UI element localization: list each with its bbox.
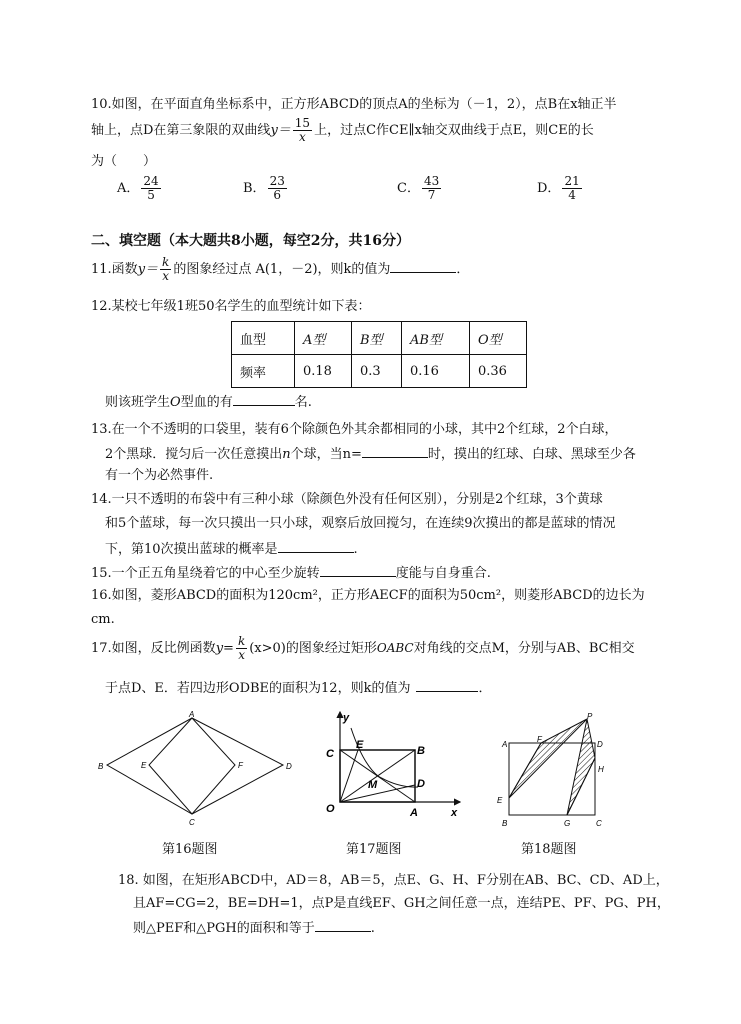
label-c: C	[596, 819, 602, 828]
q10-option-d	[537, 175, 584, 202]
q10-option-b	[243, 175, 289, 202]
frac-den: 6	[273, 188, 282, 202]
frac-num: 23	[269, 174, 285, 188]
q10-fraction	[293, 117, 312, 144]
q16-line2: cm.	[91, 612, 115, 627]
frac-num: 21	[564, 174, 580, 188]
q18-line1: 18. 如图，在矩形ABCD中，AD＝8，AB＝5，点E、G、H、F分别在AB、BC、CD、AD上，	[118, 873, 669, 888]
caption-fig17: 第17题图	[346, 842, 402, 857]
q14-line1: 14.一只不透明的布袋中有三种小球（除颜色外没有任何区别），分别是2个红球，3个黄球	[91, 492, 603, 507]
q10-line2-text-b: 上，过点C作CE∥x轴交双曲线于点E，则CE的长	[314, 123, 594, 138]
q17-b: (x>0)的图象经过矩形	[249, 641, 377, 656]
q12-intro: 12.某校七年级1班50名学生的血型统计如下表：	[91, 299, 371, 314]
q17-fraction	[236, 635, 247, 662]
rhombus-abcd	[107, 718, 283, 814]
option-fraction	[141, 175, 160, 202]
q12-after-a: 则该班学生	[105, 395, 171, 410]
q18-line3-b: .	[370, 921, 375, 936]
q10-line2-text-a: 轴上，点D在第三象限的双曲线	[91, 123, 271, 138]
label-a: A	[410, 807, 418, 819]
answer-blank[interactable]	[320, 563, 396, 577]
q12-after-o: O	[170, 395, 181, 410]
option-label: A．	[117, 181, 140, 196]
answer-blank[interactable]	[233, 392, 295, 406]
q11-y-eq: y＝	[137, 262, 159, 277]
q17-a: 17.如图，反比例函数	[91, 641, 216, 656]
q17-y-eq: y=	[215, 641, 234, 656]
label-c: C	[189, 818, 195, 827]
q18-line3	[133, 918, 375, 938]
q10-frac-den: x	[299, 130, 306, 144]
label-d: D	[286, 762, 292, 771]
table-cell: 0.3	[352, 355, 402, 388]
label-o: O	[326, 803, 335, 815]
answer-blank[interactable]	[315, 918, 371, 932]
frac-den: 7	[427, 188, 436, 202]
label-e: E	[497, 796, 503, 805]
label-m: M	[368, 779, 378, 791]
q13-line2-b: 个球，当n=	[290, 447, 362, 462]
table-cell: 0.36	[470, 355, 527, 388]
q17-oabc: OABC	[376, 641, 414, 655]
q13-line3: 有一个为必然事件.	[105, 468, 214, 483]
q13-line1: 13.在一个不透明的口袋里，装有6个除颜色外其余都相同的小球，其中2个红球，2个白球，	[91, 422, 618, 437]
q12-after	[105, 392, 312, 412]
segment-od	[340, 785, 415, 802]
answer-blank[interactable]	[362, 444, 428, 458]
label-y: y	[343, 712, 350, 724]
q10-y-eq: y＝	[270, 123, 291, 138]
label-d: D	[597, 740, 603, 749]
label-b: B	[502, 819, 508, 828]
q10-option-a	[117, 175, 163, 202]
q10-line1: 10.如图，在平面直角坐标系中，正方形ABCD的顶点A的坐标为（－1，2），点B在x轴正半	[91, 97, 617, 112]
caption-fig18: 第18题图	[521, 842, 577, 857]
frac-den: 5	[147, 188, 155, 202]
q11-suffix: 的图象经过点 A(1，－2)，则k的值为	[173, 262, 391, 277]
q13-n: n	[282, 447, 291, 462]
answer-blank[interactable]	[278, 539, 354, 553]
square-aecf	[149, 718, 235, 814]
q13-line2-a: 2个黑球．搅匀后一次任意摸出	[105, 447, 283, 462]
option-label: D．	[537, 181, 561, 196]
q15	[91, 563, 491, 583]
label-b: B	[417, 745, 425, 757]
section2-heading: 二、填空题（本大题共8小题，每空2分，共16分）	[91, 233, 410, 249]
table-header-row	[232, 322, 527, 355]
q17-line1	[91, 634, 635, 663]
q11-prefix: 11.函数	[91, 262, 138, 277]
q11	[91, 256, 469, 283]
label-b: B	[98, 762, 104, 771]
label-a: A	[502, 740, 508, 749]
table-header-cell: 血型	[232, 322, 295, 355]
frac-den: 4	[568, 188, 576, 202]
table-header-cell: A型	[295, 322, 352, 355]
frac-num: 43	[423, 174, 440, 188]
figure-18	[492, 710, 612, 830]
label-a: A	[189, 710, 195, 719]
table-cell: 0.16	[402, 355, 470, 388]
label-e: E	[141, 761, 147, 770]
answer-blank[interactable]	[390, 259, 456, 273]
table-header-cell: B型	[352, 322, 402, 355]
q10-option-c	[397, 175, 443, 202]
option-label: B．	[243, 181, 266, 196]
q11-fraction	[160, 256, 171, 283]
option-fraction	[562, 175, 581, 202]
q17-line2-a: 于点D、E．若四边形ODBE的面积为12，则k的值为	[105, 681, 411, 696]
q18-line2: 且AF=CG=2，BE=DH=1，点P是直线EF、GH之间任意一点，连结PE、PF、PG、PH，	[133, 896, 670, 911]
q14-line3-b: .	[353, 542, 358, 557]
label-f: F	[238, 761, 243, 770]
q12-after-b: 型血的有	[180, 395, 233, 410]
q12-after-c: 名.	[294, 395, 312, 410]
label-f: F	[537, 735, 542, 744]
segment-oe	[340, 750, 358, 802]
frac-num: 24	[143, 174, 159, 188]
q15-b: 度能与自身重合.	[395, 566, 491, 581]
q14-line2: 和5个蓝球，每一次只摸出一只小球，观察后放回搅匀，在连续9次摸出的都是蓝球的情况	[105, 516, 616, 531]
q14-line3	[105, 539, 358, 559]
q11-end: ．	[456, 262, 470, 277]
label-d: D	[417, 778, 425, 790]
table-header-cell: AB型	[402, 322, 470, 355]
caption-fig16: 第16题图	[162, 842, 218, 857]
q10-line2	[91, 117, 594, 144]
label-p: P	[587, 712, 593, 721]
q15-a: 15.一个正五角星绕着它的中心至少旋转	[91, 566, 320, 581]
answer-blank[interactable]	[416, 678, 478, 692]
q14-line3-a: 下，第10次摸出蓝球的概率是	[105, 542, 278, 557]
label-h: H	[598, 765, 604, 774]
q17-line2-b: ．	[478, 681, 492, 696]
label-e: E	[356, 739, 364, 751]
frac-num: k	[237, 634, 246, 648]
q17-line2	[105, 678, 491, 698]
label-c: C	[326, 748, 334, 760]
q17-c: 对角线的交点M，分别与AB、BC相交	[413, 641, 635, 656]
table-cell: 0.18	[295, 355, 352, 388]
q10-line3: 为（ ）	[91, 154, 157, 169]
table-cell: 频率	[232, 355, 295, 388]
option-label: C．	[397, 181, 420, 196]
figure-17	[318, 708, 468, 823]
frac-num: k	[162, 255, 170, 269]
q18-line3-a: 则△PEF和△PGH的面积和等于	[133, 921, 315, 936]
blood-type-table	[231, 321, 527, 388]
frac-den: x	[162, 269, 170, 283]
q10-frac-num: 15	[294, 116, 311, 130]
table-header-cell: O型	[470, 322, 527, 355]
figure-16	[95, 710, 295, 830]
option-fraction	[268, 175, 287, 202]
option-fraction	[422, 175, 441, 202]
q13-line2-c: 时，摸出的红球、白球、黑球至少各	[427, 447, 636, 462]
label-x: x	[451, 807, 458, 819]
hyperbola-curve	[351, 728, 418, 787]
label-g: G	[564, 819, 571, 828]
q16-line1: 16.如图，菱形ABCD的面积为120cm²，正方形AECF的面积为50cm²，则菱形ABCD的边长为	[91, 588, 645, 603]
q13-line2	[105, 444, 636, 464]
frac-den: x	[238, 648, 245, 662]
table-row	[232, 355, 527, 388]
